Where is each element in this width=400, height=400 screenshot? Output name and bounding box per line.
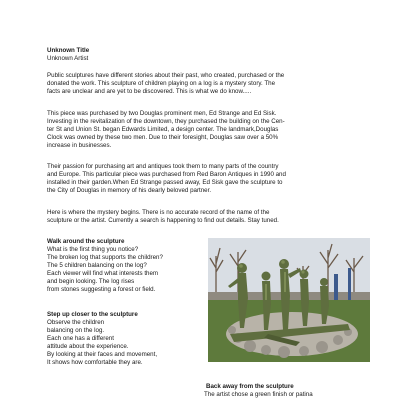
- walk-line: and begin looking. The log rises: [47, 278, 135, 285]
- blue-structure: [334, 274, 338, 300]
- purchase-line: ter St and Union St. began Edwards Limited, a design center. The landmark,Douglas: [47, 126, 279, 133]
- walk-line: What is the first thing you notice?: [47, 246, 139, 253]
- back-line: The artist chose a green finish or patina: [204, 391, 313, 398]
- passion-line: and Europe. This particular piece was purchased from Red Baron Antiques in 1990 and: [47, 171, 286, 178]
- closer-line: Each one has a different: [47, 335, 114, 342]
- passion-line: installed in their garden.When Ed Strange passed away, Ed Sisk gave the sculpture to: [47, 179, 283, 186]
- blue-structure: [348, 268, 351, 300]
- intro-line: Public sculptures have different stories about their past, who created, purchased or the: [47, 72, 285, 79]
- closer-heading: Step up closer to the sculpture: [47, 311, 138, 318]
- closer-line: attitude about the experience.: [47, 343, 129, 350]
- walk-line: The broken log that supports the children?: [47, 254, 163, 261]
- walk-heading: Walk around the sculpture: [47, 238, 125, 245]
- passion-line: Their passion for purchasing art and antiques took them to many parts of the country: [47, 163, 279, 170]
- purchase-line: Clock was owned by these two men. Due to their foresight, Douglas saw over a 50%: [47, 134, 279, 141]
- closer-line: By looking at their faces and movement,: [47, 351, 158, 358]
- back-heading: Back away from the sculpture: [206, 383, 294, 390]
- sculpture-title: Unknown Title: [47, 47, 90, 54]
- intro-line: donated the work. This sculpture of children playing on a log is a mystery story. The: [47, 80, 276, 87]
- sculpture-photo: [208, 238, 370, 362]
- walk-line: Each viewer will find what interests them: [47, 270, 159, 277]
- closer-line: Observe the children: [47, 319, 105, 326]
- mystery-line: sculpture or the artist. Currently a search is happening to find out details. Stay tuned.: [47, 217, 279, 224]
- purchase-line: Investing in the revitalization of the downtown, they purchased the building on the Cen-: [47, 118, 285, 125]
- sculpture-photo-drawing: [208, 238, 370, 362]
- purchase-line: increase in businesses.: [47, 142, 112, 149]
- walk-line: The 5 children balancing on the log?: [47, 262, 147, 269]
- purchase-line: This piece was purchased by two Douglas prominent men, Ed Strange and Ed Sisk.: [47, 110, 277, 117]
- closer-line: balancing on the log.: [47, 327, 105, 334]
- mystery-line: Here is where the mystery begins. There is no accurate record of the name of the: [47, 209, 270, 216]
- walk-line: from stones suggesting a forest or field.: [47, 286, 156, 293]
- closer-line: It shows how comfortable they are.: [47, 359, 143, 366]
- passion-line: the City of Douglas in memory of his dearly beloved partner.: [47, 187, 212, 194]
- intro-line: facts are unclear and are yet to be discovered. This is what we do know.....: [47, 88, 252, 95]
- artist-name: Unknown Artist: [47, 55, 89, 62]
